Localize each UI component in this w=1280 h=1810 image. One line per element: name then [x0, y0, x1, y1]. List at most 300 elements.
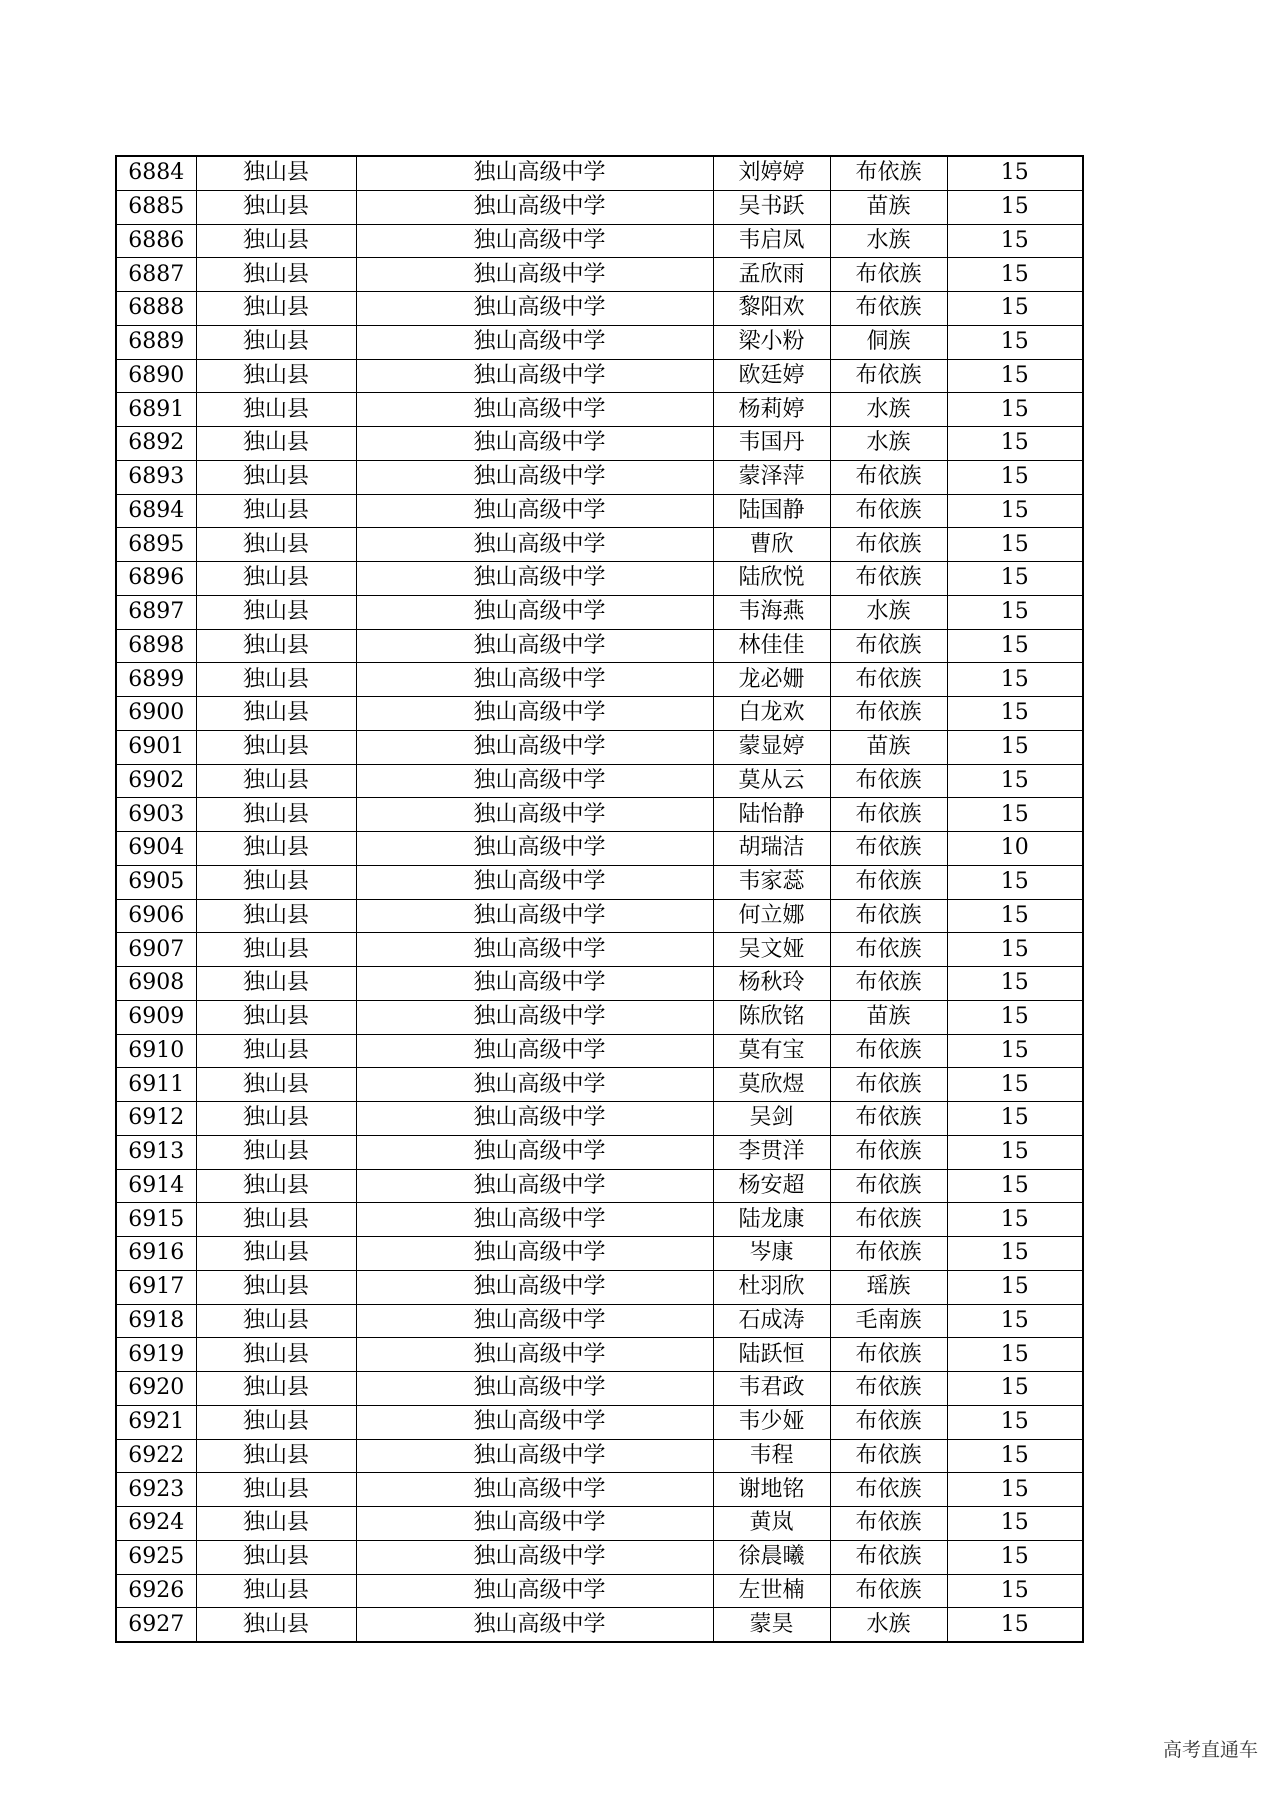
ethnicity-cell: 布依族: [830, 562, 947, 596]
student-name-cell: 陈欣铭: [713, 1000, 830, 1034]
county-cell: 独山县: [196, 292, 356, 326]
table-row: [116, 899, 1083, 933]
ethnicity-cell: 布依族: [830, 865, 947, 899]
school-cell: 独山高级中学: [356, 292, 713, 326]
serial-number-cell: 6911: [116, 1068, 196, 1102]
ethnicity-cell: 布依族: [830, 764, 947, 798]
table-row: [116, 663, 1083, 697]
serial-number-cell: 6887: [116, 258, 196, 292]
score-cell: 15: [947, 1034, 1083, 1068]
ethnicity-cell: 瑶族: [830, 1270, 947, 1304]
school-cell: 独山高级中学: [356, 1372, 713, 1406]
ethnicity-cell: 布依族: [830, 1338, 947, 1372]
score-cell: 10: [947, 832, 1083, 866]
school-cell: 独山高级中学: [356, 1540, 713, 1574]
table-row: [116, 595, 1083, 629]
serial-number-cell: 6886: [116, 224, 196, 258]
serial-number-cell: 6899: [116, 663, 196, 697]
county-cell: 独山县: [196, 1203, 356, 1237]
table-row: [116, 1405, 1083, 1439]
serial-number-cell: 6912: [116, 1102, 196, 1136]
ethnicity-cell: 布依族: [830, 899, 947, 933]
ethnicity-cell: 布依族: [830, 967, 947, 1001]
serial-number-cell: 6925: [116, 1540, 196, 1574]
student-name-cell: 蒙显婷: [713, 730, 830, 764]
county-cell: 独山县: [196, 359, 356, 393]
student-name-cell: 杨秋玲: [713, 967, 830, 1001]
table-row: [116, 1540, 1083, 1574]
ethnicity-cell: 布依族: [830, 663, 947, 697]
table-row: [116, 359, 1083, 393]
serial-number-cell: 6908: [116, 967, 196, 1001]
student-name-cell: 刘婷婷: [713, 156, 830, 190]
ethnicity-cell: 布依族: [830, 292, 947, 326]
ethnicity-cell: 布依族: [830, 494, 947, 528]
serial-number-cell: 6894: [116, 494, 196, 528]
score-cell: 15: [947, 629, 1083, 663]
school-cell: 独山高级中学: [356, 258, 713, 292]
score-cell: 15: [947, 359, 1083, 393]
score-cell: 15: [947, 933, 1083, 967]
serial-number-cell: 6907: [116, 933, 196, 967]
serial-number-cell: 6920: [116, 1372, 196, 1406]
score-cell: 15: [947, 224, 1083, 258]
school-cell: 独山高级中学: [356, 1135, 713, 1169]
school-cell: 独山高级中学: [356, 595, 713, 629]
school-cell: 独山高级中学: [356, 730, 713, 764]
score-cell: 15: [947, 1237, 1083, 1271]
student-name-cell: 蒙昊: [713, 1608, 830, 1642]
serial-number-cell: 6917: [116, 1270, 196, 1304]
ethnicity-cell: 布依族: [830, 1473, 947, 1507]
school-cell: 独山高级中学: [356, 359, 713, 393]
table-row: [116, 697, 1083, 731]
student-name-cell: 石成涛: [713, 1304, 830, 1338]
ethnicity-cell: 布依族: [830, 1237, 947, 1271]
school-cell: 独山高级中学: [356, 933, 713, 967]
table-row: [116, 460, 1083, 494]
school-cell: 独山高级中学: [356, 1000, 713, 1034]
county-cell: 独山县: [196, 1000, 356, 1034]
school-cell: 独山高级中学: [356, 528, 713, 562]
school-cell: 独山高级中学: [356, 1203, 713, 1237]
school-cell: 独山高级中学: [356, 1608, 713, 1642]
serial-number-cell: 6918: [116, 1304, 196, 1338]
serial-number-cell: 6926: [116, 1574, 196, 1608]
score-cell: 15: [947, 528, 1083, 562]
score-cell: 15: [947, 562, 1083, 596]
county-cell: 独山县: [196, 1540, 356, 1574]
student-name-cell: 韦启凤: [713, 224, 830, 258]
serial-number-cell: 6892: [116, 427, 196, 461]
score-cell: 15: [947, 697, 1083, 731]
student-name-cell: 韦程: [713, 1439, 830, 1473]
score-cell: 15: [947, 1574, 1083, 1608]
county-cell: 独山县: [196, 629, 356, 663]
county-cell: 独山县: [196, 1473, 356, 1507]
school-cell: 独山高级中学: [356, 832, 713, 866]
county-cell: 独山县: [196, 1270, 356, 1304]
serial-number-cell: 6914: [116, 1169, 196, 1203]
ethnicity-cell: 布依族: [830, 528, 947, 562]
ethnicity-cell: 布依族: [830, 933, 947, 967]
student-name-cell: 吴书跃: [713, 190, 830, 224]
ethnicity-cell: 布依族: [830, 1574, 947, 1608]
serial-number-cell: 6923: [116, 1473, 196, 1507]
serial-number-cell: 6884: [116, 156, 196, 190]
table-row: [116, 1237, 1083, 1271]
county-cell: 独山县: [196, 190, 356, 224]
table-row: [116, 1574, 1083, 1608]
student-name-cell: 蒙泽萍: [713, 460, 830, 494]
school-cell: 独山高级中学: [356, 1304, 713, 1338]
county-cell: 独山县: [196, 1574, 356, 1608]
table-row: [116, 393, 1083, 427]
ethnicity-cell: 侗族: [830, 325, 947, 359]
school-cell: 独山高级中学: [356, 1102, 713, 1136]
school-cell: 独山高级中学: [356, 1068, 713, 1102]
ethnicity-cell: 毛南族: [830, 1304, 947, 1338]
table-row: [116, 1338, 1083, 1372]
serial-number-cell: 6897: [116, 595, 196, 629]
ethnicity-cell: 布依族: [830, 258, 947, 292]
county-cell: 独山县: [196, 1507, 356, 1541]
school-cell: 独山高级中学: [356, 224, 713, 258]
county-cell: 独山县: [196, 764, 356, 798]
county-cell: 独山县: [196, 1405, 356, 1439]
school-cell: 独山高级中学: [356, 899, 713, 933]
student-name-cell: 孟欣雨: [713, 258, 830, 292]
student-name-cell: 白龙欢: [713, 697, 830, 731]
serial-number-cell: 6905: [116, 865, 196, 899]
table-row: [116, 528, 1083, 562]
watermark-text: 高考直通车: [1162, 1739, 1258, 1761]
school-cell: 独山高级中学: [356, 1034, 713, 1068]
table-row: [116, 1507, 1083, 1541]
county-cell: 独山县: [196, 258, 356, 292]
roster-table: [115, 155, 1084, 1643]
county-cell: 独山县: [196, 967, 356, 1001]
county-cell: 独山县: [196, 730, 356, 764]
serial-number-cell: 6900: [116, 697, 196, 731]
school-cell: 独山高级中学: [356, 697, 713, 731]
serial-number-cell: 6919: [116, 1338, 196, 1372]
table-row: [116, 1372, 1083, 1406]
school-cell: 独山高级中学: [356, 1574, 713, 1608]
county-cell: 独山县: [196, 798, 356, 832]
school-cell: 独山高级中学: [356, 460, 713, 494]
score-cell: 15: [947, 1000, 1083, 1034]
student-name-cell: 杨莉婷: [713, 393, 830, 427]
ethnicity-cell: 布依族: [830, 1034, 947, 1068]
school-cell: 独山高级中学: [356, 629, 713, 663]
county-cell: 独山县: [196, 393, 356, 427]
county-cell: 独山县: [196, 460, 356, 494]
county-cell: 独山县: [196, 832, 356, 866]
serial-number-cell: 6915: [116, 1203, 196, 1237]
county-cell: 独山县: [196, 1135, 356, 1169]
school-cell: 独山高级中学: [356, 1405, 713, 1439]
county-cell: 独山县: [196, 562, 356, 596]
school-cell: 独山高级中学: [356, 1338, 713, 1372]
score-cell: 15: [947, 1304, 1083, 1338]
county-cell: 独山县: [196, 899, 356, 933]
school-cell: 独山高级中学: [356, 1507, 713, 1541]
student-name-cell: 龙必姗: [713, 663, 830, 697]
ethnicity-cell: 布依族: [830, 1135, 947, 1169]
student-name-cell: 何立娜: [713, 899, 830, 933]
student-name-cell: 杜羽欣: [713, 1270, 830, 1304]
school-cell: 独山高级中学: [356, 562, 713, 596]
score-cell: 15: [947, 1608, 1083, 1642]
ethnicity-cell: 水族: [830, 1608, 947, 1642]
ethnicity-cell: 水族: [830, 427, 947, 461]
county-cell: 独山县: [196, 1439, 356, 1473]
student-name-cell: 岑康: [713, 1237, 830, 1271]
score-cell: 15: [947, 899, 1083, 933]
score-cell: 15: [947, 1169, 1083, 1203]
county-cell: 独山县: [196, 595, 356, 629]
ethnicity-cell: 布依族: [830, 460, 947, 494]
table-row: [116, 967, 1083, 1001]
table-row: [116, 325, 1083, 359]
serial-number-cell: 6888: [116, 292, 196, 326]
student-name-cell: 莫有宝: [713, 1034, 830, 1068]
serial-number-cell: 6916: [116, 1237, 196, 1271]
student-name-cell: 欧廷婷: [713, 359, 830, 393]
county-cell: 独山县: [196, 933, 356, 967]
score-cell: 15: [947, 865, 1083, 899]
student-name-cell: 曹欣: [713, 528, 830, 562]
serial-number-cell: 6913: [116, 1135, 196, 1169]
student-name-cell: 左世楠: [713, 1574, 830, 1608]
school-cell: 独山高级中学: [356, 1169, 713, 1203]
student-name-cell: 林佳佳: [713, 629, 830, 663]
school-cell: 独山高级中学: [356, 156, 713, 190]
student-name-cell: 莫从云: [713, 764, 830, 798]
county-cell: 独山县: [196, 494, 356, 528]
school-cell: 独山高级中学: [356, 494, 713, 528]
table-row: [116, 1102, 1083, 1136]
serial-number-cell: 6903: [116, 798, 196, 832]
county-cell: 独山县: [196, 1068, 356, 1102]
county-cell: 独山县: [196, 663, 356, 697]
score-cell: 15: [947, 1507, 1083, 1541]
score-cell: 15: [947, 1405, 1083, 1439]
table-row: [116, 1169, 1083, 1203]
county-cell: 独山县: [196, 224, 356, 258]
student-name-cell: 胡瑞洁: [713, 832, 830, 866]
student-name-cell: 韦国丹: [713, 427, 830, 461]
serial-number-cell: 6885: [116, 190, 196, 224]
table-row: [116, 1439, 1083, 1473]
student-name-cell: 韦家蕊: [713, 865, 830, 899]
student-name-cell: 陆跃恒: [713, 1338, 830, 1372]
ethnicity-cell: 布依族: [830, 832, 947, 866]
ethnicity-cell: 布依族: [830, 1405, 947, 1439]
table-row: [116, 1608, 1083, 1642]
student-name-cell: 韦君政: [713, 1372, 830, 1406]
school-cell: 独山高级中学: [356, 1237, 713, 1271]
serial-number-cell: 6904: [116, 832, 196, 866]
school-cell: 独山高级中学: [356, 190, 713, 224]
score-cell: 15: [947, 460, 1083, 494]
school-cell: 独山高级中学: [356, 325, 713, 359]
serial-number-cell: 6921: [116, 1405, 196, 1439]
county-cell: 独山县: [196, 1338, 356, 1372]
ethnicity-cell: 水族: [830, 393, 947, 427]
table-row: [116, 1034, 1083, 1068]
county-cell: 独山县: [196, 1102, 356, 1136]
county-cell: 独山县: [196, 1304, 356, 1338]
ethnicity-cell: 布依族: [830, 798, 947, 832]
score-cell: 15: [947, 1540, 1083, 1574]
student-name-cell: 陆欣悦: [713, 562, 830, 596]
school-cell: 独山高级中学: [356, 1473, 713, 1507]
score-cell: 15: [947, 764, 1083, 798]
student-name-cell: 陆龙康: [713, 1203, 830, 1237]
school-cell: 独山高级中学: [356, 1439, 713, 1473]
table-row: [116, 1473, 1083, 1507]
score-cell: 15: [947, 1102, 1083, 1136]
score-cell: 15: [947, 663, 1083, 697]
serial-number-cell: 6910: [116, 1034, 196, 1068]
table-row: [116, 258, 1083, 292]
score-cell: 15: [947, 730, 1083, 764]
score-cell: 15: [947, 190, 1083, 224]
serial-number-cell: 6896: [116, 562, 196, 596]
ethnicity-cell: 布依族: [830, 1540, 947, 1574]
ethnicity-cell: 布依族: [830, 697, 947, 731]
school-cell: 独山高级中学: [356, 798, 713, 832]
school-cell: 独山高级中学: [356, 1270, 713, 1304]
table-row: [116, 494, 1083, 528]
ethnicity-cell: 布依族: [830, 1102, 947, 1136]
ethnicity-cell: 苗族: [830, 190, 947, 224]
table-row: [116, 730, 1083, 764]
table-row: [116, 1000, 1083, 1034]
serial-number-cell: 6901: [116, 730, 196, 764]
table-row: [116, 1068, 1083, 1102]
ethnicity-cell: 布依族: [830, 1439, 947, 1473]
school-cell: 独山高级中学: [356, 865, 713, 899]
student-name-cell: 杨安超: [713, 1169, 830, 1203]
serial-number-cell: 6922: [116, 1439, 196, 1473]
ethnicity-cell: 苗族: [830, 730, 947, 764]
score-cell: 15: [947, 1068, 1083, 1102]
table-row: [116, 1135, 1083, 1169]
score-cell: 15: [947, 292, 1083, 326]
county-cell: 独山县: [196, 697, 356, 731]
score-cell: 15: [947, 595, 1083, 629]
student-name-cell: 谢地铭: [713, 1473, 830, 1507]
table-row: [116, 933, 1083, 967]
score-cell: 15: [947, 1439, 1083, 1473]
ethnicity-cell: 布依族: [830, 1068, 947, 1102]
student-name-cell: 黎阳欢: [713, 292, 830, 326]
student-name-cell: 吴剑: [713, 1102, 830, 1136]
student-name-cell: 莫欣煜: [713, 1068, 830, 1102]
table-row: [116, 190, 1083, 224]
serial-number-cell: 6898: [116, 629, 196, 663]
ethnicity-cell: 苗族: [830, 1000, 947, 1034]
table-row: [116, 832, 1083, 866]
roster-body: [116, 156, 1083, 1642]
student-name-cell: 韦海燕: [713, 595, 830, 629]
serial-number-cell: 6924: [116, 1507, 196, 1541]
table-row: [116, 224, 1083, 258]
school-cell: 独山高级中学: [356, 393, 713, 427]
score-cell: 15: [947, 325, 1083, 359]
county-cell: 独山县: [196, 325, 356, 359]
table-row: [116, 1270, 1083, 1304]
student-name-cell: 黄岚: [713, 1507, 830, 1541]
score-cell: 15: [947, 798, 1083, 832]
score-cell: 15: [947, 1135, 1083, 1169]
ethnicity-cell: 布依族: [830, 1169, 947, 1203]
score-cell: 15: [947, 1338, 1083, 1372]
ethnicity-cell: 水族: [830, 595, 947, 629]
table-row: [116, 764, 1083, 798]
serial-number-cell: 6906: [116, 899, 196, 933]
table-row: [116, 798, 1083, 832]
ethnicity-cell: 布依族: [830, 156, 947, 190]
ethnicity-cell: 布依族: [830, 1372, 947, 1406]
table-row: [116, 1304, 1083, 1338]
table-row: [116, 865, 1083, 899]
score-cell: 15: [947, 1270, 1083, 1304]
student-name-cell: 梁小粉: [713, 325, 830, 359]
county-cell: 独山县: [196, 1169, 356, 1203]
county-cell: 独山县: [196, 1237, 356, 1271]
score-cell: 15: [947, 258, 1083, 292]
score-cell: 15: [947, 494, 1083, 528]
school-cell: 独山高级中学: [356, 663, 713, 697]
student-name-cell: 陆怡静: [713, 798, 830, 832]
serial-number-cell: 6891: [116, 393, 196, 427]
table-row: [116, 427, 1083, 461]
school-cell: 独山高级中学: [356, 967, 713, 1001]
table-row: [116, 629, 1083, 663]
score-cell: 15: [947, 427, 1083, 461]
serial-number-cell: 6927: [116, 1608, 196, 1642]
county-cell: 独山县: [196, 427, 356, 461]
score-cell: 15: [947, 393, 1083, 427]
school-cell: 独山高级中学: [356, 764, 713, 798]
serial-number-cell: 6893: [116, 460, 196, 494]
student-name-cell: 李贯洋: [713, 1135, 830, 1169]
serial-number-cell: 6909: [116, 1000, 196, 1034]
county-cell: 独山县: [196, 156, 356, 190]
ethnicity-cell: 布依族: [830, 1203, 947, 1237]
table-row: [116, 292, 1083, 326]
ethnicity-cell: 布依族: [830, 1507, 947, 1541]
serial-number-cell: 6902: [116, 764, 196, 798]
ethnicity-cell: 水族: [830, 224, 947, 258]
serial-number-cell: 6895: [116, 528, 196, 562]
score-cell: 15: [947, 1372, 1083, 1406]
ethnicity-cell: 布依族: [830, 629, 947, 663]
student-name-cell: 徐晨曦: [713, 1540, 830, 1574]
score-cell: 15: [947, 1203, 1083, 1237]
student-name-cell: 韦少娅: [713, 1405, 830, 1439]
table-row: [116, 562, 1083, 596]
score-cell: 15: [947, 156, 1083, 190]
county-cell: 独山县: [196, 1034, 356, 1068]
score-cell: 15: [947, 1473, 1083, 1507]
school-cell: 独山高级中学: [356, 427, 713, 461]
table-row: [116, 1203, 1083, 1237]
